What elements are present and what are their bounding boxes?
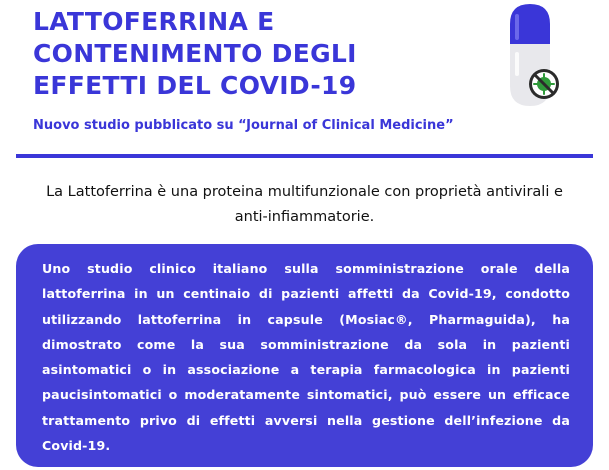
study-summary-card xyxy=(16,244,593,467)
capsule-with-crossed-out-virus-icon xyxy=(496,2,568,110)
title-line: LATTOFERRINA E xyxy=(33,7,275,36)
page-title xyxy=(33,6,483,102)
title-line: EFFETTI DEL COVID-19 xyxy=(33,71,357,100)
subtitle: Nuovo studio pubblicato su “Journal of Clinical Medicine” xyxy=(33,118,454,133)
title-line: CONTENIMENTO DEGLI xyxy=(33,39,357,68)
study-summary-text: Uno studio clinico italiano sulla somministrazione orale della lattoferrina in un centinaio di pazienti affetti da Covid-19, condotto utilizzando lattoferrina in capsule (Mosiac®, Pharmaguida), ha dimostrato come la sua somministrazione da sola in pazienti asintomatici o in associazione a terapia farmacologica in pazienti paucisintomatici o moderatamente sintomatici, può essere un efficace trattamento privo di effetti avversi nella gestione dell’infezione da Covid-19. xyxy=(42,261,570,454)
intro-text: La Lattoferrina è una proteina multifunzionale con proprietà antivirali e anti-infiammatorie. xyxy=(46,184,563,225)
divider xyxy=(16,154,593,158)
